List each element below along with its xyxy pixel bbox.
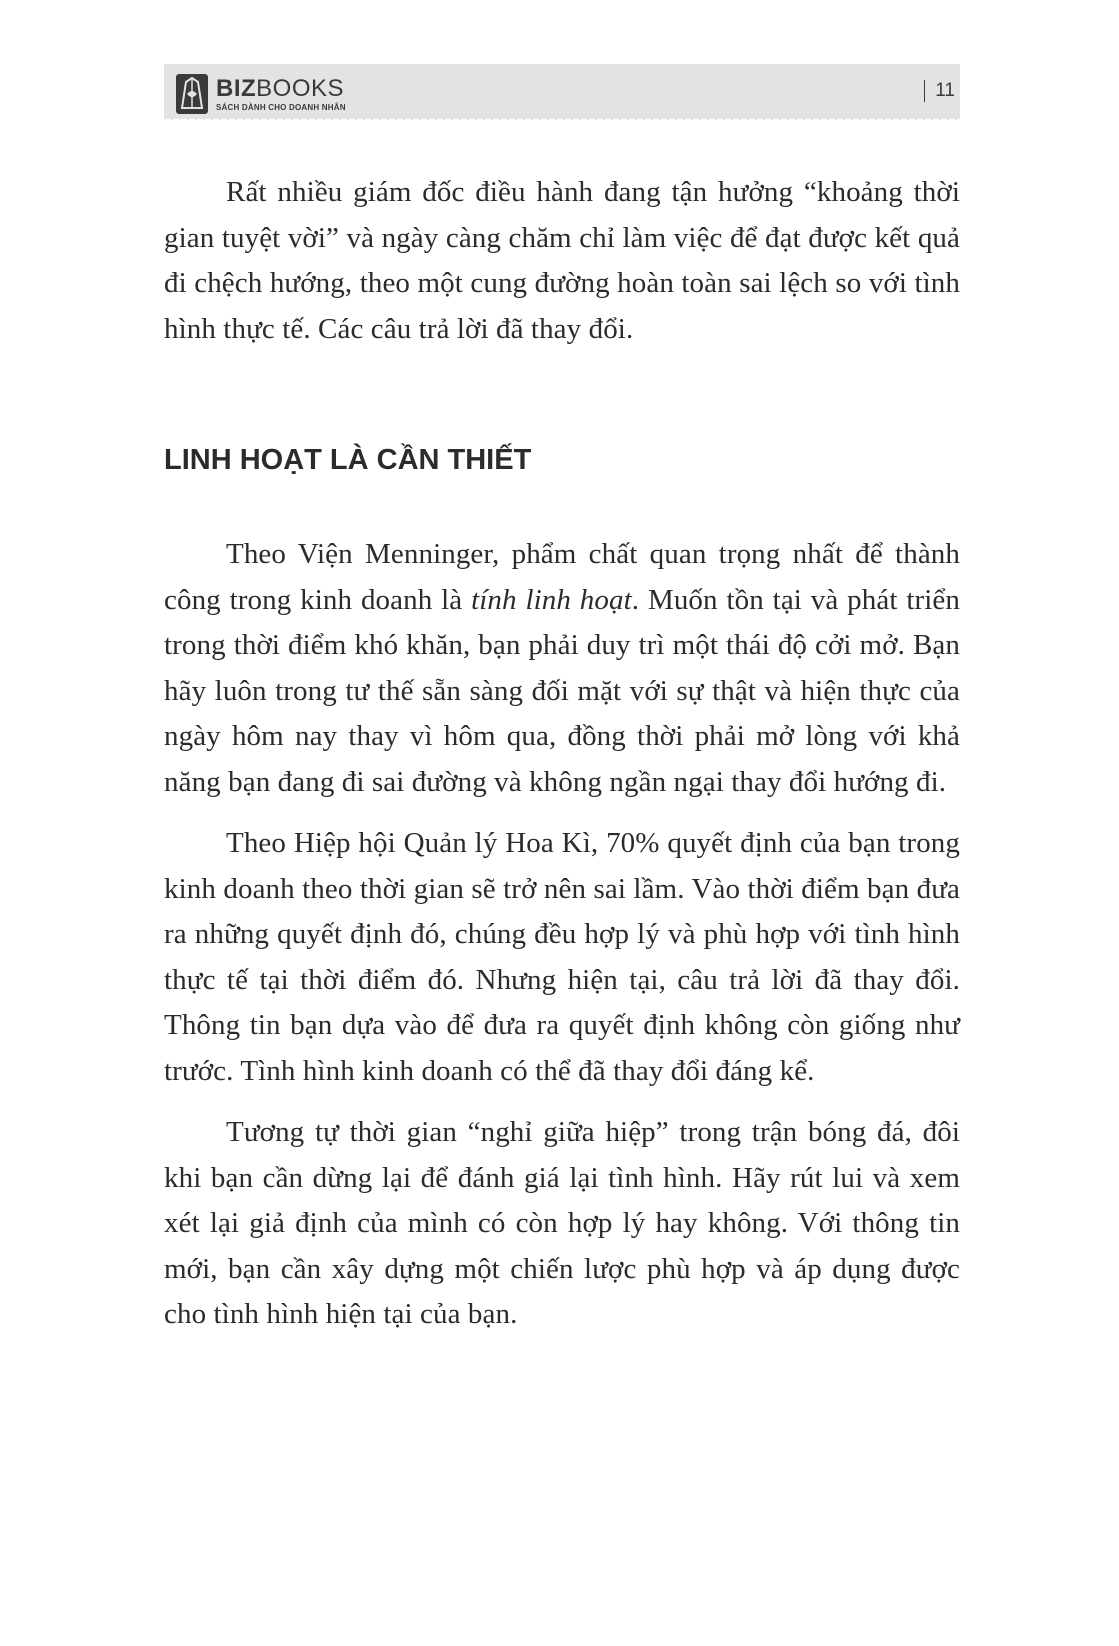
paragraph-2-italic-term: tính linh hoạt — [471, 583, 632, 616]
page-number-value: 11 — [935, 80, 955, 101]
logo-tagline: SÁCH DÀNH CHO DOANH NHÂN — [216, 102, 346, 112]
paragraph-2-text-end: . Muốn tồn tại và phát triển trong thời điểm khó khăn, bạn phải duy trì một thái độ cởi mở. Bạn hãy luôn trong tư thế sẵn sàng đối mặt với sự thật và hiện thực của ngày hôm nay thay vì hôm qua, đồng thời phải mở lòng với khả năng bạn đang đi sai đường và không ngần ngại thay đổi hướng đi. — [164, 583, 960, 798]
paragraph-2 — [164, 532, 960, 805]
paragraph-1: Rất nhiều giám đốc điều hành đang tận hưởng “khoảng thời gian tuyệt vời” và ngày càng chăm chỉ làm việc để đạt được kết quả đi chệch hướng, theo một cung đường hoàn toàn sai lệch so với tình hình thực tế. Các câu trả lời đã thay đổi. — [164, 176, 960, 345]
section-heading: LINH HOẠT LÀ CẦN THIẾT — [164, 444, 532, 476]
header-band-scalloped-edge — [164, 116, 960, 122]
logo-wordmark: BIZBOOKS — [216, 74, 345, 102]
paragraph-4: Tương tự thời gian “nghỉ giữa hiệp” trong trận bóng đá, đôi khi bạn cần dừng lại để đánh giá lại tình hình. Hãy rút lui và xem xét lại giả định của mình có còn hợp lý hay không. Với thông tin mới, bạn cần xây dựng một chiến lược phù hợp và áp dụng được cho tình hình hiện tại của bạn. — [164, 1116, 960, 1330]
publisher-logo — [176, 72, 346, 116]
paragraph-2-text-start: Theo Viện Menninger, phẩm chất quan trọng nhất để thành công trong kinh doanh là — [164, 538, 960, 616]
paragraph-3: Theo Hiệp hội Quản lý Hoa Kì, 70% quyết định của bạn trong kinh doanh theo thời gian sẽ trở nên sai lầm. Vào thời điểm bạn đưa ra những quyết định đó, chúng đều hợp lý và phù hợp với tình hình thực tế tại thời điểm đó. Nhưng hiện tại, câu trả lời đã thay đổi. Thông tin bạn dựa vào để đưa ra quyết định không còn giống như trước. Tình hình kinh doanh có thể đã thay đổi đáng kể. — [164, 827, 960, 1087]
logo-text — [216, 74, 346, 112]
page-content — [164, 170, 960, 1338]
bizbooks-logo-icon — [176, 74, 208, 114]
page-number — [924, 80, 955, 102]
page-number-divider — [924, 80, 926, 102]
